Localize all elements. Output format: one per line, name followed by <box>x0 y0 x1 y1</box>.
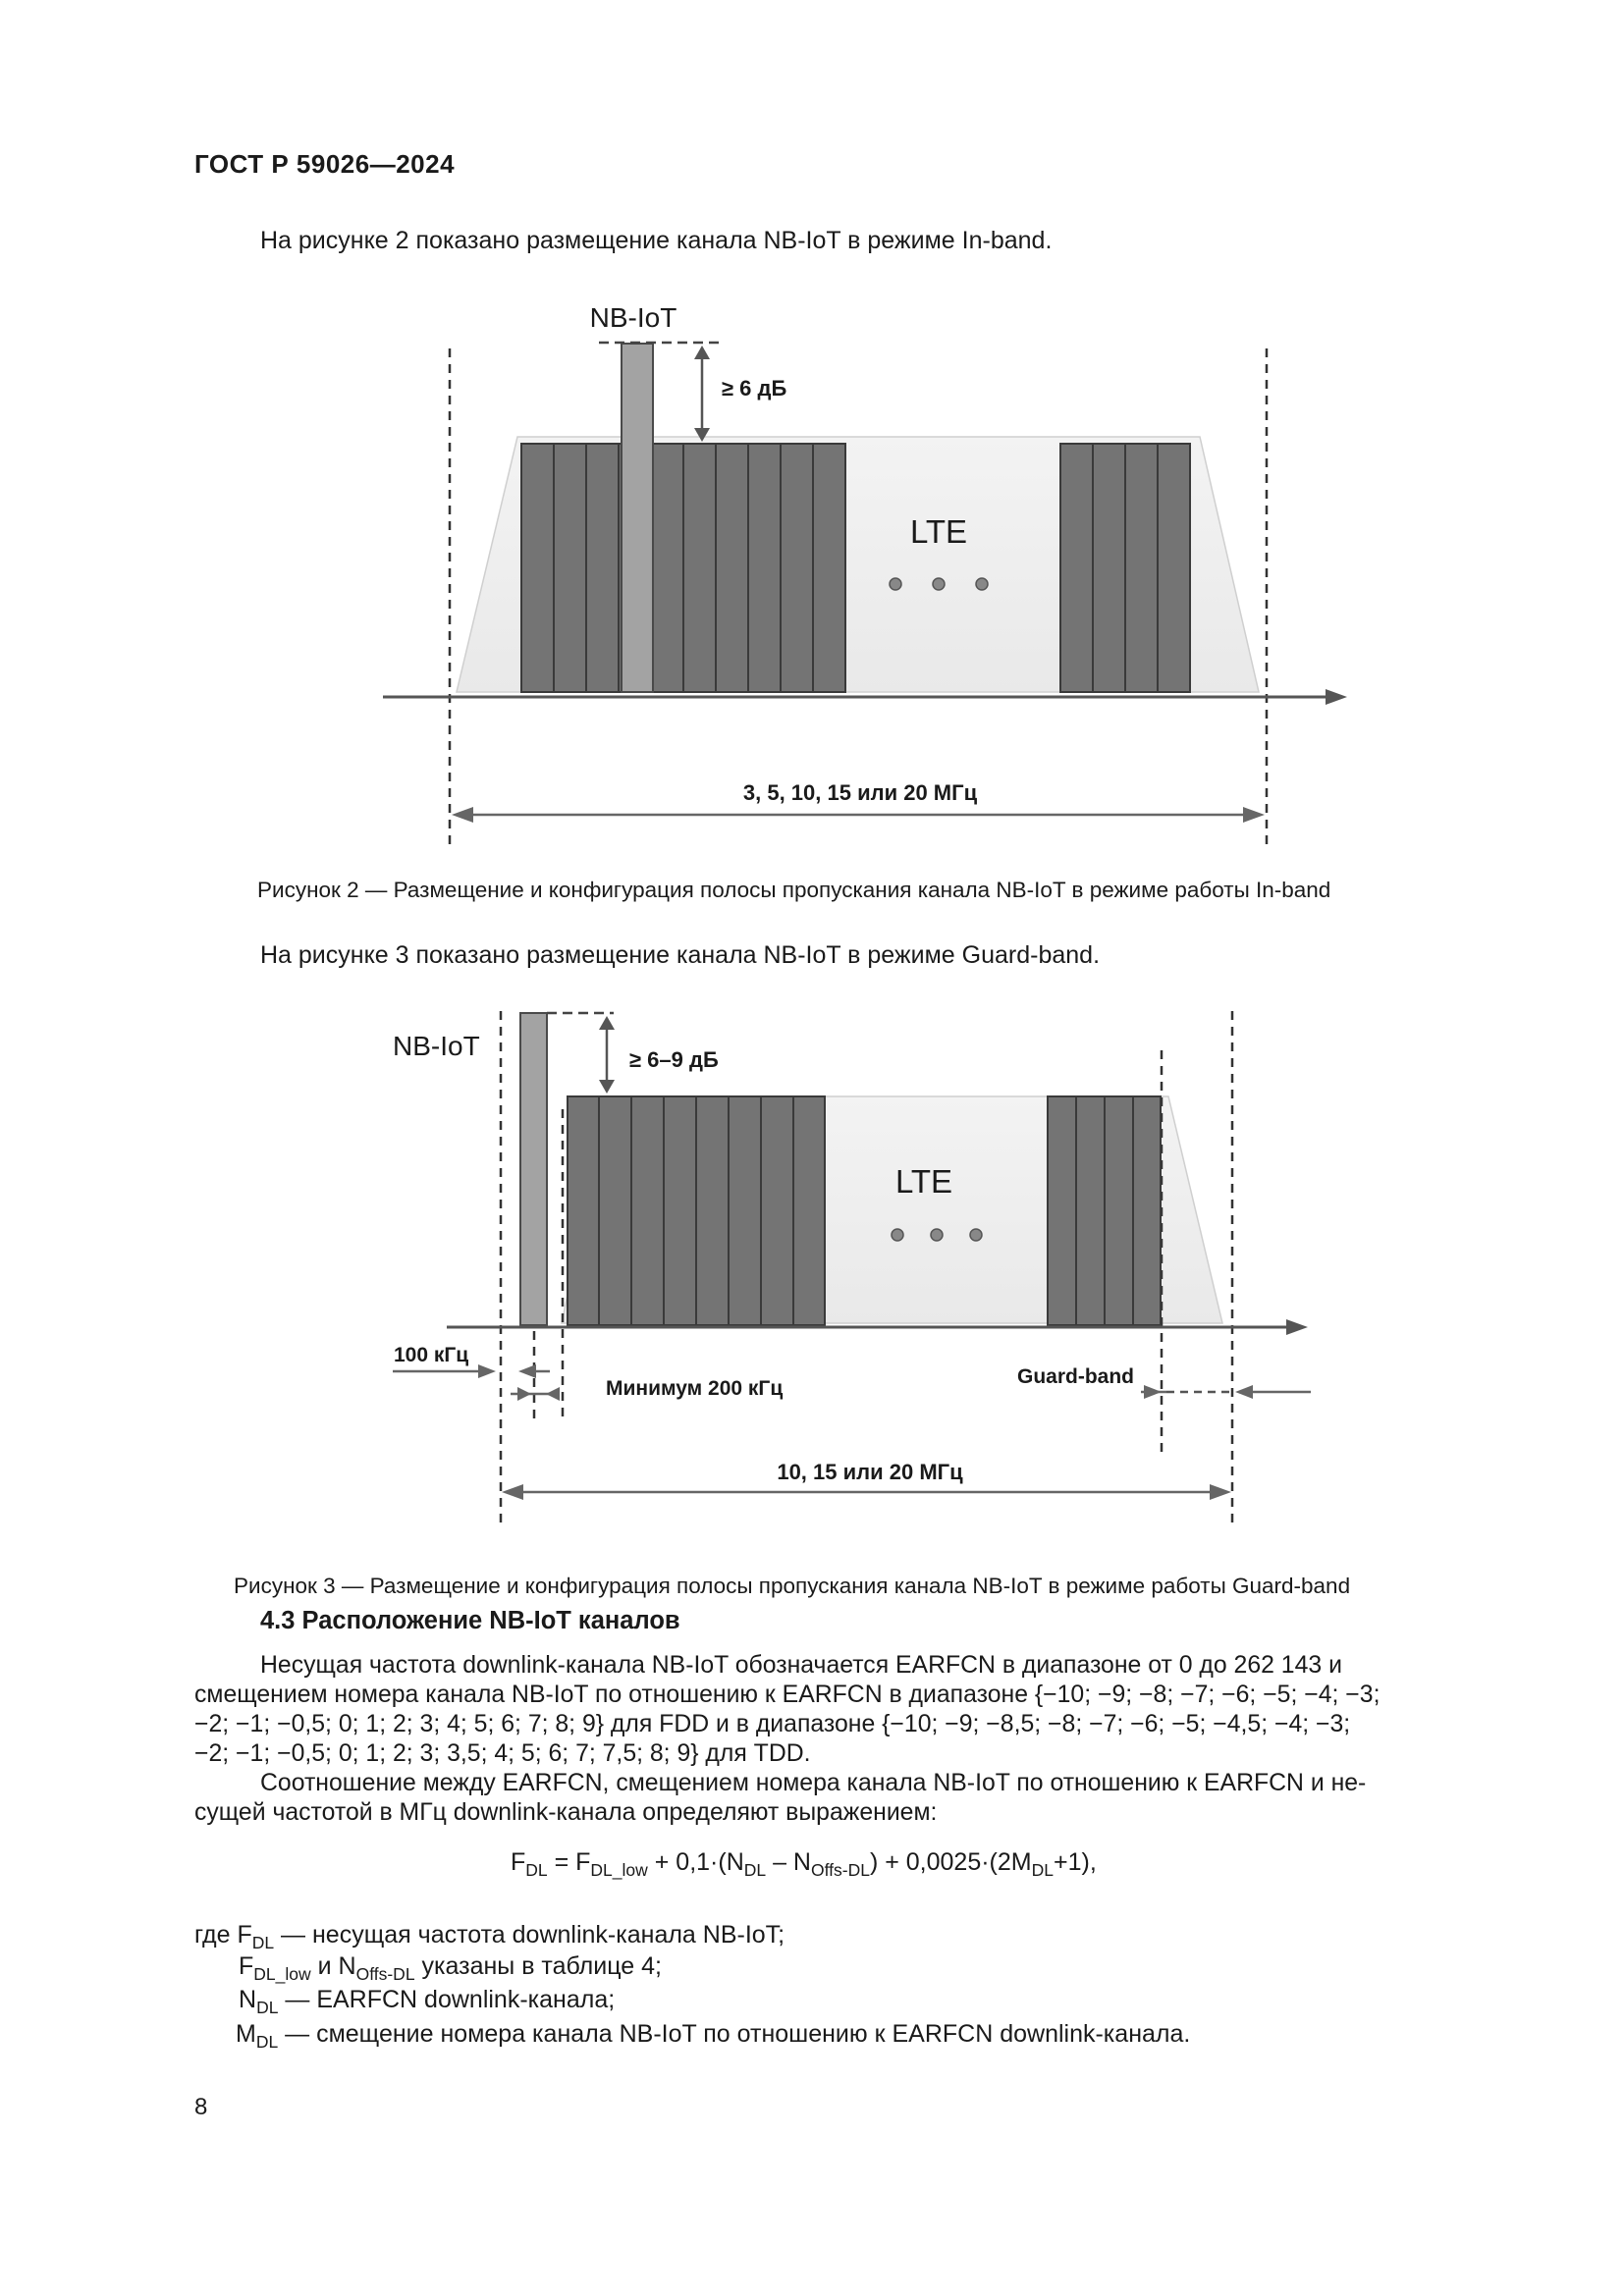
level-difference-arrow <box>599 1016 615 1094</box>
bandwidth-arrow <box>502 1484 1231 1500</box>
fig2-lte-label: LTE <box>909 513 968 550</box>
guard-band-arrows <box>1141 1385 1311 1399</box>
formula-part: = F <box>547 1848 591 1876</box>
where-symbol: N <box>239 1986 257 2013</box>
formula-part: DL_low <box>590 1860 648 1881</box>
lte-resource-blocks-left <box>568 1096 825 1325</box>
section-heading: 4.3 Расположение NB-IoT каналов <box>260 1607 680 1634</box>
nb-iot-carrier <box>622 344 653 692</box>
fig3-guard-label: Guard-band <box>1017 1365 1134 1388</box>
where-symbol-sub: DL_low <box>253 1964 311 1985</box>
document-header: ГОСТ Р 59026—2024 <box>194 149 456 179</box>
fig3-nb-iot-label: NB-IoT <box>393 1031 480 1061</box>
text-line: Соотношение между EARFCN, смещением номера канала NB-IoT по отношению к EARFCN и не- <box>260 1770 1367 1796</box>
paragraph-relationship <box>194 1769 1496 1828</box>
paragraph-earfcn-range <box>194 1651 1496 1769</box>
fig3-level-label: ≥ 6–9 дБ <box>629 1047 719 1072</box>
earfcn-formula <box>511 1848 1097 1881</box>
text-line: Несущая частота downlink-канала NB-IoT обозначается EARFCN в диапазоне от 0 до 262 143 и <box>260 1652 1342 1679</box>
fig2-bandwidth-label: 3, 5, 10, 15 или 20 МГц <box>742 780 978 805</box>
where-text: и N <box>310 1952 356 1980</box>
fig3-lte-label: LTE <box>894 1163 953 1200</box>
offset-100khz-arrows <box>393 1364 550 1378</box>
nb-iot-carrier <box>520 1013 547 1325</box>
formula-part: DL <box>525 1860 548 1881</box>
formula-part: F <box>511 1848 526 1876</box>
formula-part: +1), <box>1054 1848 1097 1876</box>
formula-part: + 0,1·(N <box>647 1848 744 1876</box>
figure-2-caption: Рисунок 2 — Размещение и конфигурация полосы пропускания канала NB-IoT в режиме работы In-band <box>257 878 1331 902</box>
formula-part: DL <box>743 1860 767 1881</box>
lte-resource-blocks-left <box>521 444 845 692</box>
where-text: — несущая частота downlink-канала NB-IoT; <box>274 1921 785 1949</box>
text-line: смещением номера канала NB-IoT по отношению к EARFCN в диапазоне {−10; −9; −8; −7; −6; −5; −4; −3; <box>194 1682 1380 1708</box>
text-line: −2; −1; −0,5; 0; 1; 2; 3; 3,5; 4; 5; 6; 7; 7,5; 8; 9} для TDD. <box>194 1740 811 1767</box>
fig3-bandwidth-label: 10, 15 или 20 МГц <box>777 1460 963 1484</box>
lte-resource-blocks-right <box>1060 444 1190 692</box>
formula-part: ) + 0,0025·(2M <box>869 1848 1032 1876</box>
where-text: — EARFCN downlink-канала; <box>278 1986 616 2013</box>
where-text: указаны в таблице 4; <box>414 1952 662 1980</box>
where-symbol: M <box>236 2020 256 2048</box>
where-symbol-sub: DL <box>256 1998 279 2018</box>
formula-part: – N <box>766 1848 811 1876</box>
bandwidth-arrow <box>452 807 1265 823</box>
text-line: сущей частотой в МГц downlink-канала определяют выражением: <box>194 1799 938 1826</box>
where-symbol-sub: Offs-DL <box>355 1964 415 1985</box>
page-number: 8 <box>194 2094 208 2120</box>
text-line: −2; −1; −0,5; 0; 1; 2; 3; 4; 5; 6; 7; 8; 9} для FDD и в диапазоне {−10; −9; −8,5; −8; −7; −6; −5; −4,5; −4; −3; <box>194 1711 1351 1737</box>
where-row-mdl <box>236 2020 1190 2054</box>
where-prefix: где <box>194 1921 231 1949</box>
figure-3-intro: На рисунке 3 показано размещение канала NB-IoT в режиме Guard-band. <box>260 941 1101 969</box>
where-symbol-sub: DL <box>251 1933 275 1953</box>
where-text: — смещение номера канала NB-IoT по отношению к EARFCN downlink-канала. <box>278 2020 1191 2048</box>
fig3-offset-label: 100 кГц <box>394 1344 469 1366</box>
formula-part: DL <box>1031 1860 1054 1881</box>
level-difference-arrow <box>694 346 710 442</box>
where-row-ndl <box>239 1986 615 2019</box>
fig2-level-label: ≥ 6 дБ <box>722 376 787 400</box>
figure-2-diagram <box>363 290 1355 849</box>
fig2-nb-iot-label: NB-IoT <box>589 302 677 333</box>
lte-resource-blocks-right <box>1048 1096 1161 1325</box>
fig3-min-label: Минимум 200 кГц <box>606 1377 784 1400</box>
where-row-fdl-low <box>239 1952 662 1986</box>
where-symbol: F <box>237 1921 252 1949</box>
figure-3-caption: Рисунок 3 — Размещение и конфигурация полосы пропускания канала NB-IoT в режиме работы Guard-band <box>234 1574 1351 1598</box>
formula-part: Offs-DL <box>810 1860 870 1881</box>
where-symbol: F <box>239 1952 254 1980</box>
where-row-fdl <box>194 1921 785 1954</box>
figure-2-intro: На рисунке 2 показано размещение канала NB-IoT в режиме In-band. <box>260 227 1053 254</box>
where-symbol-sub: DL <box>255 2032 279 2053</box>
figure-3-diagram <box>373 987 1335 1541</box>
